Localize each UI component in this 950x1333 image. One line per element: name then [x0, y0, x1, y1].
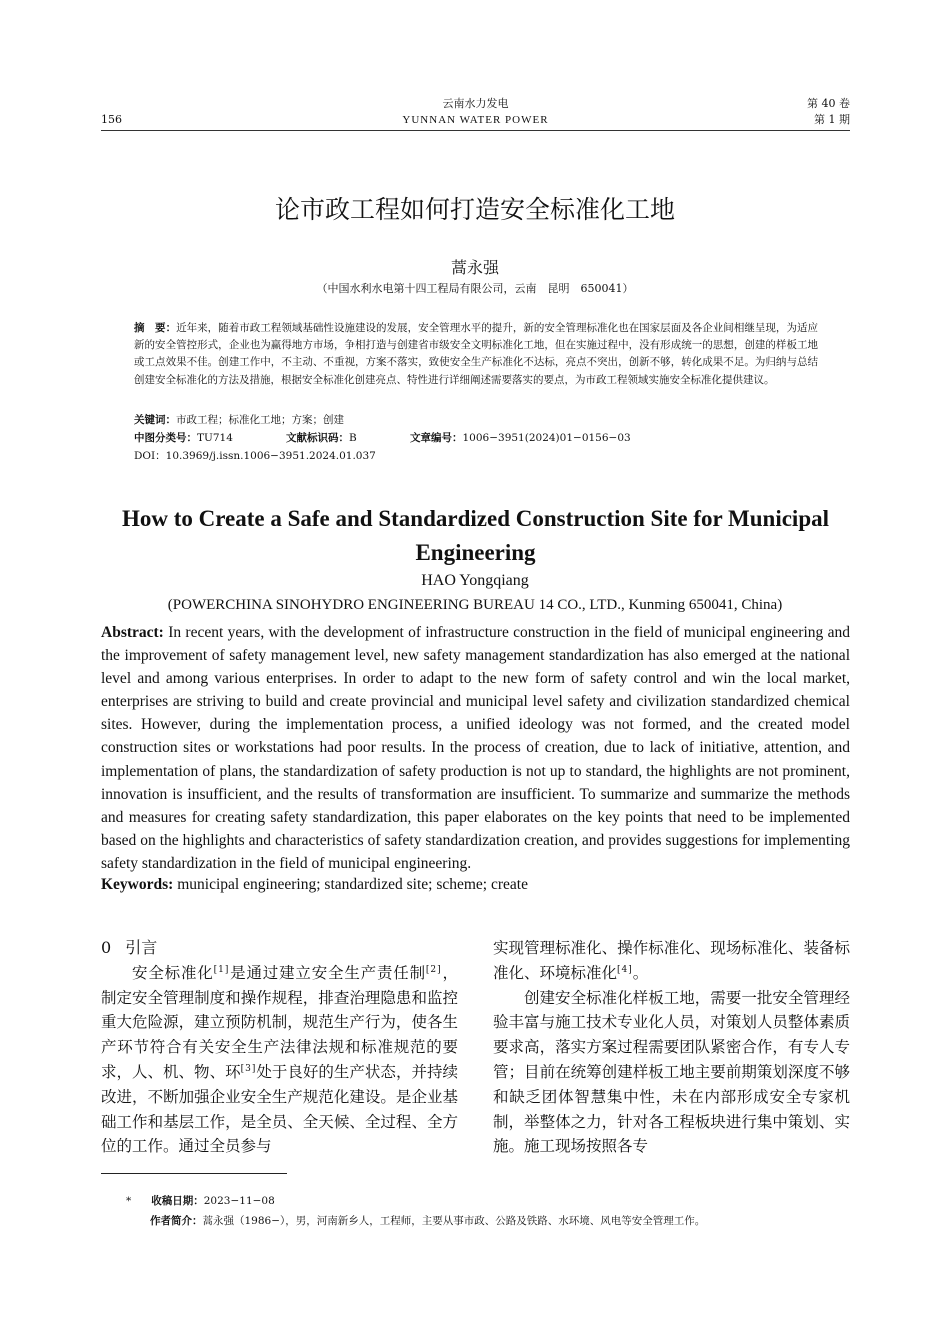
received-label: 收稿日期： — [151, 1195, 204, 1207]
section-number: 0 — [101, 938, 112, 957]
citation: [4] — [617, 964, 633, 975]
text-run: 处于良好的生产状态，并持续改进，不断加强企业安全生产规范化建设。是企业基础工作和基层工作，是全员、全天候、全过程、全方位的工作。通过全员参与 — [101, 1062, 458, 1156]
footnote-received — [126, 1193, 275, 1209]
abstract-cn-text: 近年来，随着市政工程领域基础性设施建设的发展，安全管理水平的提升，新的安全管理标准化也在国家层面及各企业间相继呈现，为适应新的安全管控形式，企业也为赢得地方市场，争相打造与创建省市级安全文明标准化工地，但在实施过程中，没有形成统一的思想，创建的样板工地或工点效果不佳。创建工作中，不主动、不重视，方案不落实，致使安全生产标准化不达标，亮点不突出，创新不够，转化成果不足。为归纳与总结创建安全标准化的方法及措施，根据安全标准化创建亮点、特性进行详细阐述需要落实的要点，为市政工程领域实施安全标准化提供建议。 — [134, 322, 818, 386]
keywords-en — [101, 876, 850, 894]
text-run: 。 — [632, 963, 649, 982]
title-en: How to Create a Safe and Standardized Construction Site for Municipal Engineering — [121, 506, 830, 565]
journal-name — [101, 96, 850, 128]
citation: [2] — [425, 964, 442, 975]
received-value: 2023−11−08 — [203, 1195, 275, 1207]
abstract-en — [101, 621, 850, 875]
body-column-right — [493, 936, 850, 1159]
page-number: 156 — [101, 113, 122, 126]
affiliation-en: (POWERCHINA SINOHYDRO ENGINEERING BUREAU 14 CO., LTD., Kunming 650041, China) — [167, 597, 783, 613]
article-number-value: 1006−3951(2024)01−0156−03 — [462, 432, 631, 444]
paragraph-continued — [493, 936, 850, 986]
doc-code-label: 文献标识码： — [286, 432, 349, 444]
abstract-cn — [134, 320, 818, 389]
keywords-cn-text: 市政工程；标准化工地；方案；创建 — [176, 414, 344, 426]
volume-issue — [807, 96, 850, 128]
author-bio-value: 蒿永强（1986−），男，河南新乡人，工程师，主要从事市政、公路及铁路、水环境、风电等安全管理工作。 — [202, 1215, 706, 1227]
section-title: 引言 — [125, 938, 158, 957]
volume: 第 40 卷 — [807, 97, 850, 110]
journal-name-cn: 云南水力发电 — [442, 97, 509, 110]
keywords-en-label: Keywords: — [101, 876, 174, 893]
footnote-divider — [101, 1173, 287, 1174]
keywords-en-text: municipal engineering; standardized site; scheme; create — [177, 876, 528, 893]
citation: [3] — [240, 1063, 257, 1074]
footnote-marker: * — [126, 1195, 132, 1207]
page-header — [101, 96, 850, 131]
keywords-cn — [134, 412, 818, 429]
author-en: HAO Yongqiang — [421, 572, 529, 589]
citation: [1] — [213, 964, 230, 975]
author-bio-label: 作者简介： — [150, 1215, 203, 1227]
classification-line — [134, 430, 818, 447]
clc-value: TU714 — [197, 432, 233, 444]
paragraph — [101, 961, 458, 1159]
journal-name-en: YUNNAN WATER POWER — [402, 114, 549, 126]
affiliation-cn: （中国水利水电第十四工程局有限公司，云南 昆明 650041） — [316, 282, 634, 295]
doi: DOI：10.3969/j.issn.1006−3951.2024.01.037 — [134, 450, 376, 462]
doc-code-value: B — [349, 432, 357, 444]
section-heading — [101, 936, 458, 961]
abstract-en-text: In recent years, with the development of infrastructure construction in the field of municipal engineering and the improvement of safety management level, new safety management standardization has also emerged at the national level and among various enterprises. In order to adapt to the new form of safety control and win the local market, enterprises are striving to build and create provincial and municipal level safety and civilization standardized chemical sites. However, during the implementation process, a unified ideology was not formed, and the created model construction sites or workstations had poor results. In the process of creation, due to lack of initiative, attention, and implementation of plans, the standardization of safety production is not up to standard, the highlights are not prominent, innovation is insufficient, and the results of transformation are insufficient. To summarize and summarize the methods and measures for creating safety standardization, this paper elaborates on the key points that need to be implemented based on the highlights and characteristics of safety standardization creation, and provides suggestions for implementing safety standardization in the field of municipal engineering. — [101, 624, 850, 872]
text-run: 安全标准化 — [132, 963, 214, 982]
title-cn: 论市政工程如何打造安全标准化工地 — [274, 195, 675, 224]
keywords-cn-label: 关键词： — [134, 414, 176, 426]
clc-label: 中图分类号： — [134, 432, 197, 444]
body-column-left — [101, 936, 458, 1159]
paragraph: 创建安全标准化样板工地，需要一批安全管理经验丰富与施工技术专业化人员，对策划人员整体素质要求高，落实方案过程需要团队紧密合作，有专人专管；目前在统筹创建样板工地主要前期策划深度不够和缺乏团体智慧集中性，未在内部形成安全专家机制，举整体之力，针对各工程板块进行集中策划、实施。施工现场按照各专 — [493, 988, 850, 1156]
text-run: 是通过建立安全生产责任制 — [229, 963, 426, 982]
issue: 第 1 期 — [814, 113, 850, 126]
author-cn: 蒿永强 — [450, 258, 499, 277]
text-run: ，制定安全管理制度和操作规程，排查治理隐患和监控重大危险源，建立预防机制，规范生产行为，使各生产环节符合有关安全生产法律法规和标准规范的要求，人、机、物、环 — [101, 963, 458, 1081]
abstract-cn-label: 摘 要： — [134, 322, 177, 334]
footnote-author-bio — [150, 1213, 705, 1229]
abstract-en-label: Abstract: — [101, 624, 164, 641]
text-run: 实现管理标准化、操作标准化、现场标准化、装备标准化、环境标准化 — [493, 939, 850, 982]
article-number-label: 文章编号： — [410, 432, 463, 444]
